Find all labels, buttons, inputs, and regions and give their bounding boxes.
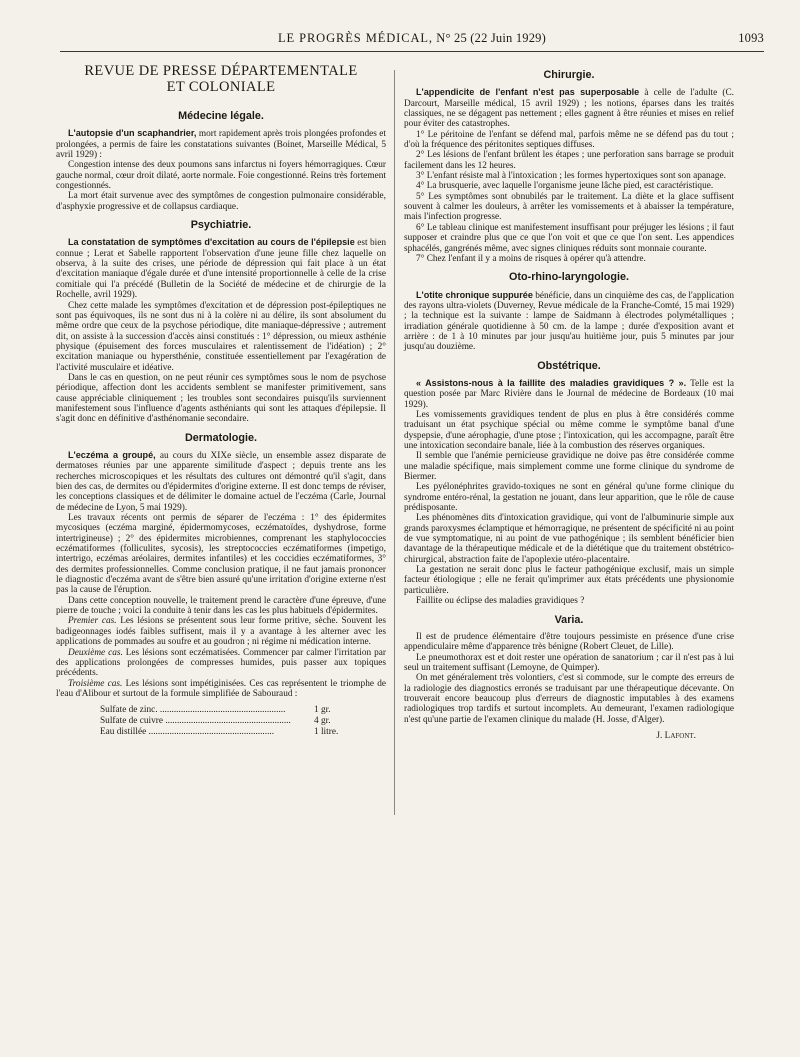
paragraph xyxy=(56,373,386,425)
paragraph-text: Faillite ou éclipse des maladies gravidiques ? xyxy=(416,596,585,607)
running-head-title xyxy=(60,31,764,46)
recipe-ingredient: Sulfate de cuivre ..... xyxy=(100,716,314,727)
issue-date: N° 25 (22 Juin 1929) xyxy=(436,31,546,45)
paragraph-text: Le pneumothorax est et doit rester une opération de sanatorium ; car il n'est pas à lui seul un traitement suffisant (Lemoyne, de Quimper). xyxy=(404,652,734,673)
paragraph xyxy=(56,616,386,647)
paragraph xyxy=(404,254,734,264)
recipe xyxy=(56,705,386,737)
paragraph-text: La mort était survenue avec des symptômes de congestion pulmonaire considérable, d'asphyxie progressive et de collapsus cardiaque. xyxy=(56,191,386,212)
paragraph-lead: La constatation de symptômes d'excitation au cours de l'épilepsie xyxy=(68,237,355,248)
section-heading-varia: Varia. xyxy=(554,613,584,626)
paragraph-text: Il est de prudence élémentaire d'être toujours pessimiste en présence d'une crise appendiculaire même d'apparence très bénigne (Robert Cleuet, de Lille). xyxy=(404,631,734,653)
section-body-chirurgie xyxy=(404,87,734,264)
section-body-dermatologie xyxy=(56,450,386,699)
page-number: 1093 xyxy=(738,31,764,45)
paragraph-text: bénéficie, dans un cinquième des cas, de l'application des rayons ultra-violets (Duverney, Revue médicale de la Franche-Comté, 15 mai 1929) ; la technique est la suivante : lampe de Saidmann à électrodes polymétalliques ; irradiation générale quotidienne à 50 cm. de la lampe ; durée d'exposition avant et arrière : de 1 à 10 minutes par jour jusqu'au huitième jour, puis 5 minutes par jour jusqu'au douzième. xyxy=(404,290,734,353)
paragraph-text: 7° Chez l'enfant il y a moins de risques à opérer qu'à attendre. xyxy=(416,253,646,264)
section-body-obstetrique xyxy=(404,378,734,607)
revue-title xyxy=(56,63,386,95)
paragraph-text: mort rapidement après trois plongées profondes et prolongées, a permis de faire les constatations suivantes (Boinet, Marseille Médical, 5 avril 1929) : xyxy=(56,129,387,161)
recipe-qty: 1 litre. xyxy=(314,726,339,737)
paragraph-text: La gestation ne serait donc plus le facteur pathogénique exclusif, mais un simple facteur étiologique ; elle ne ferait qu'imprimer aux états précédents une physionomie particulière. xyxy=(404,565,734,596)
recipe-ingredient: Sulfate de zinc. ..... xyxy=(100,705,314,716)
paragraph-text: 5° Les symptômes sont obnubilés par le traitement. La diète et la glace suffisent souvent à calmer les douleurs, à arrêter les vomissements et à abaisser la température, mais l'infection progresse. xyxy=(404,191,734,223)
paragraph-text: à celle de l'adulte (C. Darcourt, Marseille médical, 15 avril 1929) ; les notions, éparses dans les traités classiques, ne se dégagent pas nettement ; elles gagnent à être réunies et mises en relief pour éviter des catastrophes. xyxy=(404,88,734,130)
running-header xyxy=(60,31,764,49)
section-heading-dermatologie: Dermatologie. xyxy=(185,431,257,444)
paragraph-lead: L'autopsie d'un scaphandrier, xyxy=(68,128,197,139)
paragraph-text: 1° Le péritoine de l'enfant se défend mal, parfois même ne se défend pas du tout ; d'où la fréquence des péritonites septiques diffuses. xyxy=(404,129,734,151)
section-heading-orl: Oto-rhino-laryngologie. xyxy=(509,271,629,284)
paragraph-text: 3° L'enfant résiste mal à l'intoxication ; les formes hypertoxiques sont son apanage. xyxy=(416,171,726,182)
paragraph xyxy=(404,482,734,513)
section-body-medecine-legale xyxy=(56,128,386,212)
paragraph xyxy=(404,223,734,254)
paragraph-text: 2° Les lésions de l'enfant brûlent les étapes ; une perforation sans barrage se produit facilement dans les 12 heures. xyxy=(404,150,734,171)
paragraph xyxy=(404,181,734,191)
recipe-row xyxy=(100,705,352,716)
author-signature: J. Lafont. xyxy=(656,730,696,741)
section-heading-chirurgie: Chirurgie. xyxy=(543,69,595,81)
paragraph xyxy=(404,673,734,725)
column-divider xyxy=(394,70,395,815)
paragraph xyxy=(56,596,386,617)
paragraph xyxy=(56,513,386,596)
paragraph-italic-lead: Premier cas. xyxy=(68,616,117,627)
section-heading-medecine-legale: Médecine légale. xyxy=(178,110,264,122)
paragraph-italic-lead: Troisième cas. xyxy=(68,678,123,689)
paragraph-italic-lead: Deuxième cas. xyxy=(68,647,123,658)
recipe-ingredient: Eau distillée ..... xyxy=(100,727,314,738)
paragraph-text: Dans le cas en question, on ne peut réunir ces symptômes sous le nom de psychose périodique, affection dont les accidents semblent se manifester primitivement, sans cause appréciable cliniquement ; les troubles sont secondaires puisqu'ils surviennent manifestement sous l'influence d'agents asthéniants qui sont les attaques d'épilepsie. Il s'agit donc en définitive d'asthénomanie secondaire. xyxy=(56,372,386,425)
paragraph-lead: L'eczéma a groupé, xyxy=(68,449,156,460)
paragraph-text: Les lésions se présentent sous leur forme pritive, sèche. Souvent les badigeonnages iodés faibles suffisent, mais il y a avantage à les alterner avec les applications de pommades au soufre et au goudron ; ni régime ni médication interne. xyxy=(56,616,386,648)
recipe-row xyxy=(100,727,352,738)
paragraph-text: Telle est la question posée par Marc Rivière dans le Journal de médecine de Bordeaux (10 mai 1929). xyxy=(404,378,734,410)
paragraph xyxy=(404,451,734,482)
paragraph-text: Dans cette conception nouvelle, le traitement prend le caractère d'une épreuve, d'une pierre de touche ; voici la conduite à tenir dans les cas les plus habituels d'épidermites. xyxy=(56,595,386,617)
section-body-psychiatrie xyxy=(56,237,386,424)
paragraph xyxy=(56,128,386,160)
paragraph-text: Les lésions sont impétiginisées. Ces cas représentent le triomphe de l'eau d'Alibour et surtout de la formule simplifiée de Sabouraud : xyxy=(56,678,386,699)
header-rule xyxy=(60,51,764,52)
left-column xyxy=(56,63,386,738)
revue-title-line: ET COLONIALE xyxy=(166,79,276,95)
paragraph xyxy=(404,410,734,451)
paragraph-text: au cours du XIXe siècle, un ensemble assez disparate de dermatoses réunies par une apparente similitude d'aspect ; depuis trente ans les recherches microscopiques et les résultats des cultures ont démontré qu'il s'agit, dans bien des cas, de dermites ou d'épidermites d'origine externe. Il est donc temps de réviser, les conceptions classiques et de délimiter le domaine actuel de l'eczéma (Carle, Journal de médecine de Lyon, 5 mai 1929). xyxy=(56,450,386,513)
paragraph xyxy=(56,160,386,191)
paragraph xyxy=(56,301,386,373)
section-heading-obstetrique: Obstétrique. xyxy=(537,359,601,372)
paragraph xyxy=(56,237,386,300)
paragraph xyxy=(404,653,734,674)
paragraph-text: Congestion intense des deux poumons sans infarctus ni foyers hémorragiques. Cœur gauche normal, cœur droit dilaté, aorte normale. Foie congestionné. Reins très fortement congestionnés. xyxy=(56,160,386,192)
paragraph xyxy=(404,290,734,353)
recipe-qty: 4 gr. xyxy=(314,716,331,727)
paragraph-text: Les pyélonéphrites gravido-toxiques ne sont en général qu'une forme clinique du syndrome entéro-rénal, la gestation ne jouant, dans leur apparition, que le rôle de cause prédisposante. xyxy=(404,482,734,514)
paragraph xyxy=(404,192,734,223)
paragraph xyxy=(404,130,734,151)
paragraph xyxy=(404,565,734,596)
paragraph-text: Les lésions sont eczématisées. Commencer par calmer l'irritation par des applications prolongées de compresses humides, puis passer aux topiques précédents. xyxy=(56,647,386,679)
section-body-varia xyxy=(404,632,734,725)
section-heading-psychiatrie: Psychiatrie. xyxy=(190,219,252,232)
paragraph-text: est bien connue ; Lerat et Sabelle rapportent l'observation d'une jeune fille chez laquelle on observa, à la suite des crises, une période de dépression qui fait place à un état d'excitation maniaque d'égale durée et d'une intensité proportionnelle à celle de la crise comitiale qui l'a précédé (Bulletin de la Société de médecine et de chirurgie de la Rochelle, avril 1929). xyxy=(56,238,386,301)
paragraph xyxy=(404,596,734,606)
section-body-orl xyxy=(404,290,734,353)
paragraph-text: Les phénomènes dits d'intoxication gravidique, qui vont de l'albuminurie simple aux grands paroxysmes éclamptique et hémorragique, ne présentent de spécificité ni au point de vue symptomatique, ni au point de vue pathogénique ; ils semblent bénéficier bien davantage de la thérapeutique médicale et de la diététique que du traitement obstétrico-chirurgical, abstraction faite de l'apoplexie utéro-placentaire. xyxy=(404,513,734,565)
paragraph-text: Chez cette malade les symptômes d'excitation et de dépression post-épileptiques ne sont pas équivoques, ils ne sont dus ni à la colère ni au délire, ils sont absolument du même ordre que ceux de la psychose périodique, dite maniaque-dépressive ; autrement dit, on assiste à la succession d'accès ainsi constitués : 1° dépression, ou mieux asthénie physique (épuisement des forces musculaires et ralentissement de l'idéation) ; 2° excitation maniaque ou hypersthénie, constituée essentiellement par l'exagération de l'activité musculaire et idéative. xyxy=(56,300,386,373)
paragraph xyxy=(404,87,734,129)
paragraph xyxy=(404,513,734,565)
paragraph-text: On met généralement très volontiers, c'est si commode, sur le compte des erreurs de la radiologie des diagnostics erronés se traduisant par une thérapeutique décevante. On trouverait encore beaucoup plus d'erreurs de diagnostic imputables à des examens radiologiques trop tardifs et surtout incomplets. Au demeurant, l'examen radiologique n'est qu'une partie de l'examen clinique du malade (H. Josse, d'Alger). xyxy=(404,673,734,725)
paragraph xyxy=(56,191,386,212)
paragraph xyxy=(404,150,734,171)
recipe-row xyxy=(100,716,352,727)
paragraph xyxy=(56,450,386,513)
paragraph-text: Les vomissements gravidiques tendent de plus en plus à être considérés comme traduisant un état psychique spécial ou même comme le symptôme banal d'une dyspepsie, d'une aérophagie, d'une ptose ; l'intoxication, qui les accompagne, paraît être une intoxication secondaire banale, liée à la combustion des réserves organiques. xyxy=(404,409,734,451)
paragraph-text: 4° La brusquerie, avec laquelle l'organisme jeune lâche pied, est caractéristique. xyxy=(416,181,714,192)
paragraph-text: Les travaux récents ont permis de séparer de l'eczéma : 1° des épidermites mycosiques (eczéma marginé, épidermomycoses, eczématoïdes, dyshydrose, forme intertrigineuse) ; 2° des épidermites microbiennes, comprenant les staphylococcies eczématiformes (folliculites, sycosis), les streptococcies eczématiformes (impetigo, intertrigo, eczémas aréolaires, dermites infantiles) et les coccidies eczématiformes, 3° des dermites professionnelles. Comme conclusion pratique, il ne faut jamais prononcer le diagnostic d'eczéma avant de s'être bien assuré qu'une irritation d'origine externe n'est pas la cause de l'éruption. xyxy=(56,513,386,596)
journal-name: LE PROGRÈS MÉDICAL, xyxy=(278,31,433,45)
paragraph xyxy=(56,679,386,700)
paragraph xyxy=(56,648,386,679)
paragraph xyxy=(404,171,734,181)
paragraph xyxy=(404,632,734,653)
recipe-qty: 1 gr. xyxy=(314,705,331,716)
right-column xyxy=(404,70,734,741)
revue-title-line: REVUE DE PRESSE DÉPARTEMENTALE xyxy=(84,63,358,79)
paragraph-lead: L'otite chronique suppurée xyxy=(416,289,533,300)
paragraph-lead: « Assistons-nous à la faillite des maladies gravidiques ? ». xyxy=(416,377,687,388)
paragraph-lead: L'appendicite de l'enfant n'est pas superposable xyxy=(416,87,640,98)
paragraph xyxy=(404,378,734,410)
paragraph-text: Il semble que l'anémie pernicieuse gravidique ne doive pas être considérée comme une maladie spécifique, mais simplement comme une forme clinique du syndrome de Biermer. xyxy=(404,451,734,483)
paragraph-text: 6° Le tableau clinique est manifestement insuffisant pour préjuger les lésions ; il faut supposer et craindre plus que ce que l'on voit et que ce que l'on sent. Les appendices sphacélés, gangrénés même, avec signes cliniques réduits sont monnaie courante. xyxy=(404,222,734,254)
